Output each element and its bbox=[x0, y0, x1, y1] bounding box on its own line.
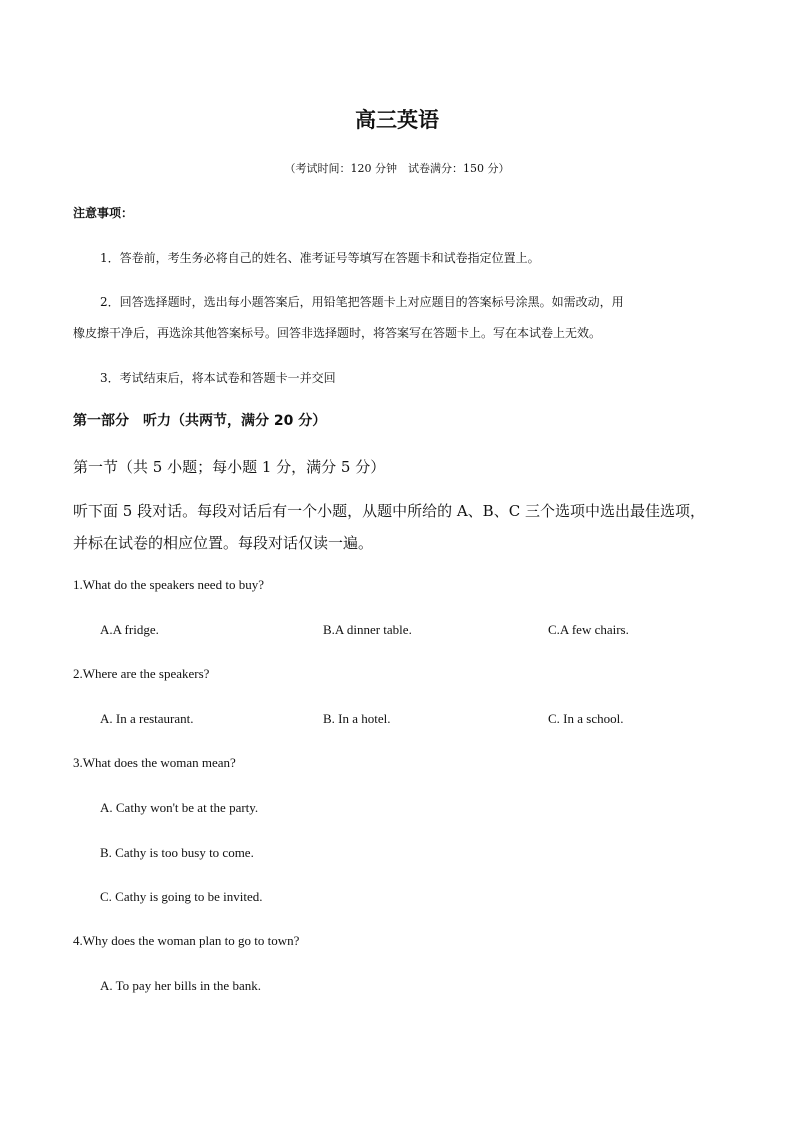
answer-option: B. In a hotel. bbox=[323, 711, 391, 726]
notice-item-1: 1．答卷前，考生务必将自己的姓名、准考证号等填写在答题卡和试卷指定位置上。 bbox=[100, 251, 540, 265]
exam-info: （考试时间：120 分钟 试卷满分：150 分） bbox=[284, 162, 510, 175]
instruction-line-2: 并标在试卷的相应位置。每段对话仅读一遍。 bbox=[73, 534, 374, 552]
notice-item-2-continued: 橡皮擦干净后，再选涂其他答案标号。回答非选择题时，将答案写在答题卡上。写在本试卷上无效。 bbox=[73, 326, 602, 340]
question-stem: 2.Where are the speakers? bbox=[73, 666, 210, 681]
question-stem: 3.What does the woman mean? bbox=[73, 755, 236, 770]
section-heading: 第一节（共 5 小题；每小题 1 分，满分 5 分） bbox=[73, 458, 386, 476]
answer-option: B. Cathy is too busy to come. bbox=[100, 845, 254, 860]
answer-option: B.A dinner table. bbox=[323, 622, 412, 637]
notice-item-3: 3．考试结束后，将本试卷和答题卡一并交回 bbox=[100, 371, 336, 385]
answer-option: A. To pay her bills in the bank. bbox=[100, 978, 261, 993]
notice-item-2: 2．回答选择题时，选出每小题答案后，用铅笔把答题卡上对应题目的答案标号涂黑。如需改动，用 bbox=[100, 295, 624, 309]
answer-option: A. Cathy won't be at the party. bbox=[100, 800, 259, 815]
question-stem: 1.What do the speakers need to buy? bbox=[73, 577, 264, 592]
page-title: 高三英语 bbox=[355, 108, 439, 132]
instruction-line-1: 听下面 5 段对话。每段对话后有一个小题，从题中所给的 A、B、C 三个选项中选出最佳选项， bbox=[73, 502, 705, 520]
answer-option: C. Cathy is going to be invited. bbox=[100, 889, 263, 904]
part-heading: 第一部分 听力（共两节，满分 20 分） bbox=[73, 413, 327, 429]
notice-heading: 注意事项： bbox=[73, 206, 134, 220]
answer-option: C.A few chairs. bbox=[548, 622, 629, 637]
question-stem: 4.Why does the woman plan to go to town? bbox=[73, 933, 300, 948]
answer-option: A. In a restaurant. bbox=[100, 711, 194, 726]
answer-option: C. In a school. bbox=[548, 711, 624, 726]
answer-option: A.A fridge. bbox=[100, 622, 159, 637]
